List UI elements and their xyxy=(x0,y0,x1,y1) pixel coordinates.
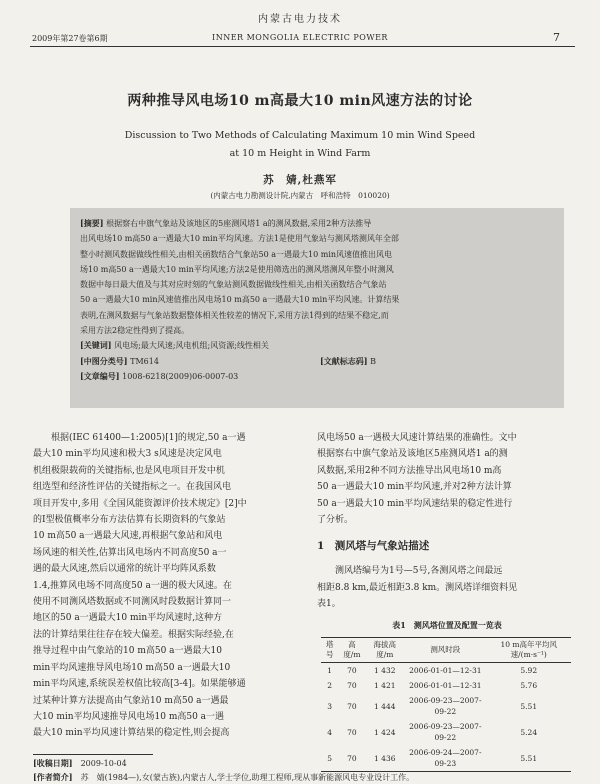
body-line: 法的计算结果往往存在较大偏差。根据实际经验,在 xyxy=(33,629,234,640)
table-cell: 2006-09-24—2007-09-23 xyxy=(404,745,486,772)
table-title: 表1 测风塔位置及配置一览表 xyxy=(392,619,502,630)
table-row xyxy=(321,678,571,693)
page-number: 7 xyxy=(553,31,560,44)
abstract-line: 采用方法2稳定性得到了提高。 xyxy=(80,326,190,336)
body-line: 了分析。 xyxy=(317,515,354,526)
issue-info: 2009年第27卷第6期 xyxy=(32,34,108,43)
table-row xyxy=(321,663,571,679)
article-number: [文章编号] 1008-6218(2009)06-0007-03 xyxy=(80,370,239,381)
table-cell: 5.51 xyxy=(520,701,538,711)
body-line: 10 m高50 a一遇最大风速,再根据气象站和风电 xyxy=(33,531,223,542)
abstract-box xyxy=(70,208,564,408)
body-line: 1.4,推算风电场不同高度50 a一遇的极大风速。在 xyxy=(33,580,232,591)
classification-row xyxy=(80,354,554,369)
title-en-line: Discussion to Two Methods of Calculating Maximum 10 min Wind Speed xyxy=(124,130,476,141)
body-line: 根据察右中旗气象站及该地区5座测风塔1 a的测 xyxy=(317,449,508,460)
body-line: 风电场50 a一遇极大风速计算结果的准确性。文中 xyxy=(317,433,517,443)
table-header: 海拔高度/m xyxy=(365,638,404,663)
table-cell: 1 436 xyxy=(365,745,404,772)
body-line: min平均风速推导风电场10 m高50 a一遇最大10 xyxy=(33,662,231,673)
table-cell: 1 444 xyxy=(374,701,396,711)
body-left-column xyxy=(33,430,293,742)
body-line: min平均风速,系统误差权值比较高[3-4]。如果能够通 xyxy=(33,679,246,690)
body-line: 风数据,采用2种不同方法推导出风电场10 m高 xyxy=(317,465,502,476)
table-cell: 5 xyxy=(321,745,338,772)
body-line: 机组极限载荷的关键指标,也是风电项目开发中机 xyxy=(33,465,225,476)
affiliation: (内蒙古电力勘测设计院,内蒙古 呼和浩特 010020) xyxy=(210,191,390,200)
body-line: 最大10 min平均风速和极大3 s风速是决定风电 xyxy=(33,449,222,460)
table-cell: 70 xyxy=(347,681,357,691)
body-line: 地区的50 a一遇最大10 min平均风速时,这种方 xyxy=(33,613,223,624)
abstract-line: 数据中每日最大值及与其对应时刻的气象站测风数据做线性相关,由相关函数结合气象站 xyxy=(80,280,387,290)
header-rule xyxy=(30,46,575,47)
table-cell: 1 xyxy=(327,666,333,676)
body-line: 使用不同测风塔数据或不同测风时段数据计算同一 xyxy=(33,597,232,608)
table-cell: 1 424 xyxy=(374,727,396,737)
abstract-line: 场10 m高50 a一遇最大10 min平均风速;方法2是使用筛选出的测风塔测风年整小时测风 xyxy=(80,264,394,274)
table-header: 测风时段 xyxy=(404,638,486,663)
body-line: 表1。 xyxy=(317,599,341,610)
keywords: [关键词] 风电场;最大风速;风电机组;风资源;线性相关 xyxy=(80,340,269,351)
table-cell: 70 xyxy=(347,666,357,676)
title-en-line: at 10 m Height in Wind Farm xyxy=(229,148,371,159)
table-row xyxy=(321,693,571,719)
abstract-line: 出风电场10 m高50 a一遇最大10 min平均风速。方法1是使用气象站与测风塔测风年全部 xyxy=(80,234,399,244)
body-line: 50 a一遇最大10 min平均风速结果的稳定性进行 xyxy=(317,498,513,509)
table-header: 高度/m xyxy=(338,638,365,663)
body-line: 的Ⅰ型极值概率分布方法估算有长期资料的气象站 xyxy=(33,515,226,526)
article-title: 两种推导风电场10 m高最大10 min风速方法的讨论 xyxy=(127,93,473,109)
table-row xyxy=(321,745,571,772)
table-header: 塔号 xyxy=(321,638,338,663)
abstract-line: 表明,在测风数据与气象站数据整体相关性较差的情况下,采用方法1得到的结果不稳定,而 xyxy=(80,310,389,320)
table-cell: 5.24 xyxy=(520,727,538,737)
footnote-rule xyxy=(33,754,153,755)
table-cell: 70 xyxy=(347,701,357,711)
author-bio: [作者简介] 苏 婧(1984—),女(蒙古族),内蒙古人,学士学位,助理工程师,现从事新能源风电专业设计工作。 xyxy=(33,772,415,782)
received-date: [收稿日期] 2009-10-04 xyxy=(33,758,127,768)
body-line: 项目开发中,多用《全国风能资源评价技术规定》[2]中 xyxy=(33,498,247,509)
table-cell: 2006-09-23—2007-09-22 xyxy=(409,722,482,743)
table-cell: 5.76 xyxy=(520,681,538,691)
table-row xyxy=(321,719,571,745)
abstract-line: 50 a一遇最大10 min风速值推出风电场10 m高50 a一遇最大10 min平均风速。计算结果 xyxy=(80,295,400,305)
journal-title-en: INNER MONGOLIA ELECTRIC POWER xyxy=(212,33,388,42)
body-line: 最大10 min平均风速计算结果的稳定性,则会提高 xyxy=(33,728,230,739)
body-line: 场风速的相关性,估算出风电场内不同高度50 a一 xyxy=(33,547,227,558)
table-cell: 2006-01-01—12-31 xyxy=(409,681,482,691)
body-line: 测风塔编号为1号—5号,各测风塔之间最远 xyxy=(317,566,503,577)
data-table xyxy=(321,637,571,772)
table-header: 10 m高年平均风速/(m·s⁻¹) xyxy=(486,638,571,663)
abstract-label: [摘要] xyxy=(80,218,104,228)
article-title-en xyxy=(0,127,600,163)
body-line: 组选型和经济性评估的关键指标之一。在我国风电 xyxy=(33,482,232,493)
table-cell: 1 421 xyxy=(374,681,396,691)
table-cell: 5.92 xyxy=(520,666,538,676)
table-header-row xyxy=(321,638,571,663)
table-cell: 2 xyxy=(327,681,333,691)
body-line: 相距8.8 km,最近相距3.8 km。测风塔详细资料见 xyxy=(317,582,518,593)
table-cell: 2006-01-01—12-31 xyxy=(409,666,482,676)
table-cell: 70 xyxy=(338,745,365,772)
table-cell: 5.51 xyxy=(486,745,571,772)
authors: 苏 婧,杜燕军 xyxy=(263,174,337,186)
table-cell: 1 432 xyxy=(374,666,396,676)
body-right-column xyxy=(317,430,577,772)
table-cell: 4 xyxy=(327,727,333,737)
abstract-line: [摘要] 根据察右中旗气象站及该地区的5座测风塔1 a的测风数据,采用2种方法推导 xyxy=(80,218,372,228)
table-cell: 2006-09-23—2007-09-22 xyxy=(409,696,482,717)
body-line: 根据(IEC 61400—1:2005)[1]的规定,50 a一遇 xyxy=(33,433,246,443)
abstract-line: 整小时测风数据做线性相关,由相关函数结合气象站50 a一遇最大10 min风速值推出风电 xyxy=(80,249,393,259)
table-cell: 3 xyxy=(327,701,333,711)
journal-title: 内蒙古电力技术 xyxy=(258,14,342,25)
table-cell: 70 xyxy=(347,727,357,737)
body-line: 遇的最大风速,然后以通常的统计平均阵风系数 xyxy=(33,564,216,575)
body-line: 过某种计算方法提高由气象站10 m高50 a一遇最 xyxy=(33,695,229,706)
body-line: 50 a一遇最大10 min平均风速,并对2种方法计算 xyxy=(317,482,512,493)
body-line: 大10 min平均风速推导风电场10 m高50 a一遇 xyxy=(33,711,225,722)
document-code: [文献标志码] B xyxy=(320,355,377,366)
clc-number: [中图分类号] TM614 xyxy=(80,355,159,366)
section-heading: 1 测风塔与气象站描述 xyxy=(317,540,430,553)
body-line: 推导过程中由气象站的10 m高50 a一遇最大10 xyxy=(33,646,222,657)
